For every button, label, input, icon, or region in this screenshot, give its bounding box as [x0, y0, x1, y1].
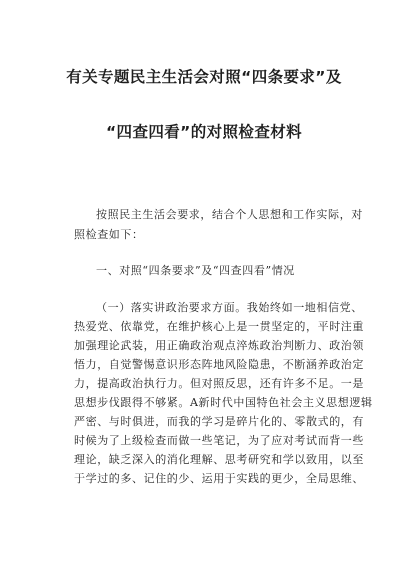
section-1-heading: 一、对照“四条要求”及“四查四看”情况	[96, 264, 295, 277]
intro-line-1: 按照民主生活会要求，结合个人思想和工作实际，对	[96, 208, 363, 221]
paragraph-line: 时候为了上级检查而做一些笔记，为了应对考试而背一些	[74, 434, 364, 447]
paragraph-line: 严密、与时俱进，而我的学习是碎片化的、零散式的，有	[74, 415, 364, 428]
paragraph-line: 加强理论武装，用正确政治观点淬炼政治判断力、政治领	[74, 339, 364, 352]
document-title-line-1: 有关专题民主生活会对照“四条要求”及	[66, 68, 342, 86]
paragraph-line: 热爱党、依靠党，在维护核心上是一贯坚定的，平时注重	[74, 320, 364, 333]
document-title-line-2: “四查四看”的对照检查材料	[105, 123, 303, 141]
paragraph-line: 力，提高政治执行力。但对照反思，还有许多不足。一是	[74, 377, 364, 390]
paragraph-line: 于学过的多、记住的少、运用于实践的更少，全局思维、	[74, 472, 364, 485]
paragraph-line: （一）落实讲政治要求方面。我始终如一地相信党、	[96, 301, 363, 314]
paragraph-line: 理论，缺乏深入的消化理解、思考研究和学以致用，以至	[74, 453, 364, 466]
intro-line-2: 照检查如下：	[74, 228, 144, 241]
paragraph-line: 思想步伐跟得不够紧。A新时代中国特色社会主义思想逻辑	[74, 396, 373, 409]
paragraph-line: 悟力，自觉警惕意识形态阵地风险隐患，不断涵养政治定	[74, 358, 364, 371]
